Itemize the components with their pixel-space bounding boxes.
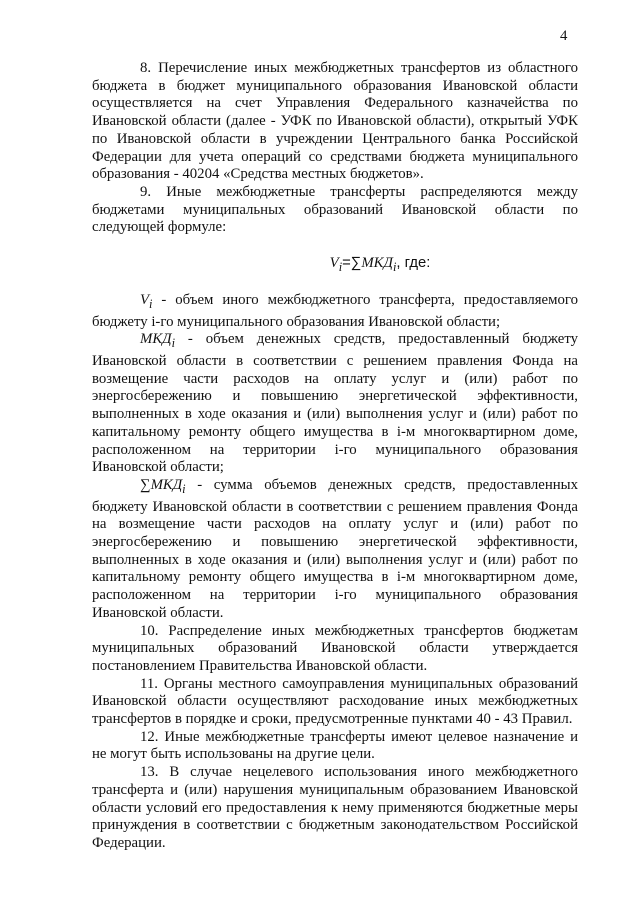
formula-rhs-subscript: i	[392, 259, 397, 274]
distribution-formula	[92, 254, 578, 276]
formula-tail: , где:	[396, 255, 431, 272]
definition-text: - объем денежных средств, предоставленный бюджету Ивановской области в соответствии с решением правления Фонда на возмещение части расходов на оплату услуг и (или) работ по энергосбережению и повышению энергетической эффективности, выполненных в ходе оказания и (или) выполнения услуг и (или) работ по капитальному ремонту общего имущества в i-м многоквартирном доме, расположенном на территории i-го муниципального образования Ивановской области;	[92, 331, 578, 476]
paragraph-12: 12. Иные межбюджетные трансферты имеют целевое назначение и не могут быть использованы на другие цели.	[92, 728, 578, 763]
definition-mkd	[92, 331, 578, 477]
formula-lhs: V	[329, 255, 339, 272]
definition-subscript: i	[149, 296, 153, 311]
definition-sum-mkd	[92, 477, 578, 623]
definition-symbol: V	[140, 291, 150, 308]
definition-subscript: i	[182, 481, 186, 496]
definition-text: - объем иного межбюджетного трансферта, предоставляемого бюджету i-го муниципального образования Ивановской области;	[92, 291, 578, 330]
definition-symbol: МКД	[150, 476, 183, 493]
paragraph-10: 10. Распределение иных межбюджетных трансфертов бюджетам муниципальных образований Ивановской области утверждается постановлением Правительства Ивановской области.	[92, 622, 578, 674]
paragraph-11: 11. Органы местного самоуправления муниципальных образований Ивановской области осуществляют расходование иных межбюджетных трансфертов в порядке и сроки, предусмотренные пунктами 40 - 43 Правил.	[92, 675, 578, 728]
paragraph-8: 8. Перечисление иных межбюджетных трансфертов из областного бюджета в бюджет муниципального образования Ивановской области осуществляется на счет Управления Федерального казначейства по Ивановской области (далее - УФК по Ивановской области), открытый УФК по Ивановской области в учреждении Центрального банка Российской Федерации для учета операций со средствами бюджета муниципального образования - 40204 «Средства местных бюджетов».	[92, 60, 578, 183]
definition-symbol: МКД	[140, 331, 172, 348]
document-body	[92, 60, 578, 853]
definition-subscript: i	[171, 336, 176, 351]
formula-rhs: МКД	[361, 255, 393, 272]
formula-lhs-subscript: i	[338, 259, 343, 274]
definition-text: - сумма объемов денежных средств, предоставленных бюджету Ивановской области в соответствии с решением правления Фонда на возмещение части расходов на оплату услуг и (или) работ по энергосбережению и повышению энергетической эффективности, выполненных в ходе оказания и (или) выполнения услуг и (или) работ по капитальному ремонту общего имущества в i-м многоквартирном доме, расположенном на территории i-го муниципального образования Ивановской области.	[92, 476, 578, 621]
definition-sum-sign: ∑	[140, 476, 151, 493]
page-number: 4	[560, 28, 568, 44]
paragraph-9: 9. Иные межбюджетные трансферты распределяются между бюджетами муниципальных образований Ивановской области по следующей формуле:	[92, 183, 578, 236]
paragraph-13: 13. В случае нецелевого использования иного межбюджетного трансферта и (или) нарушения муниципальным образованием Ивановской области условий его предоставления к нему применяются бюджетные меры принуждения в соответствии с бюджетным законодательством Российской Федерации.	[92, 764, 578, 851]
formula-equals-sum: =∑	[342, 255, 362, 272]
definition-v	[92, 292, 578, 331]
